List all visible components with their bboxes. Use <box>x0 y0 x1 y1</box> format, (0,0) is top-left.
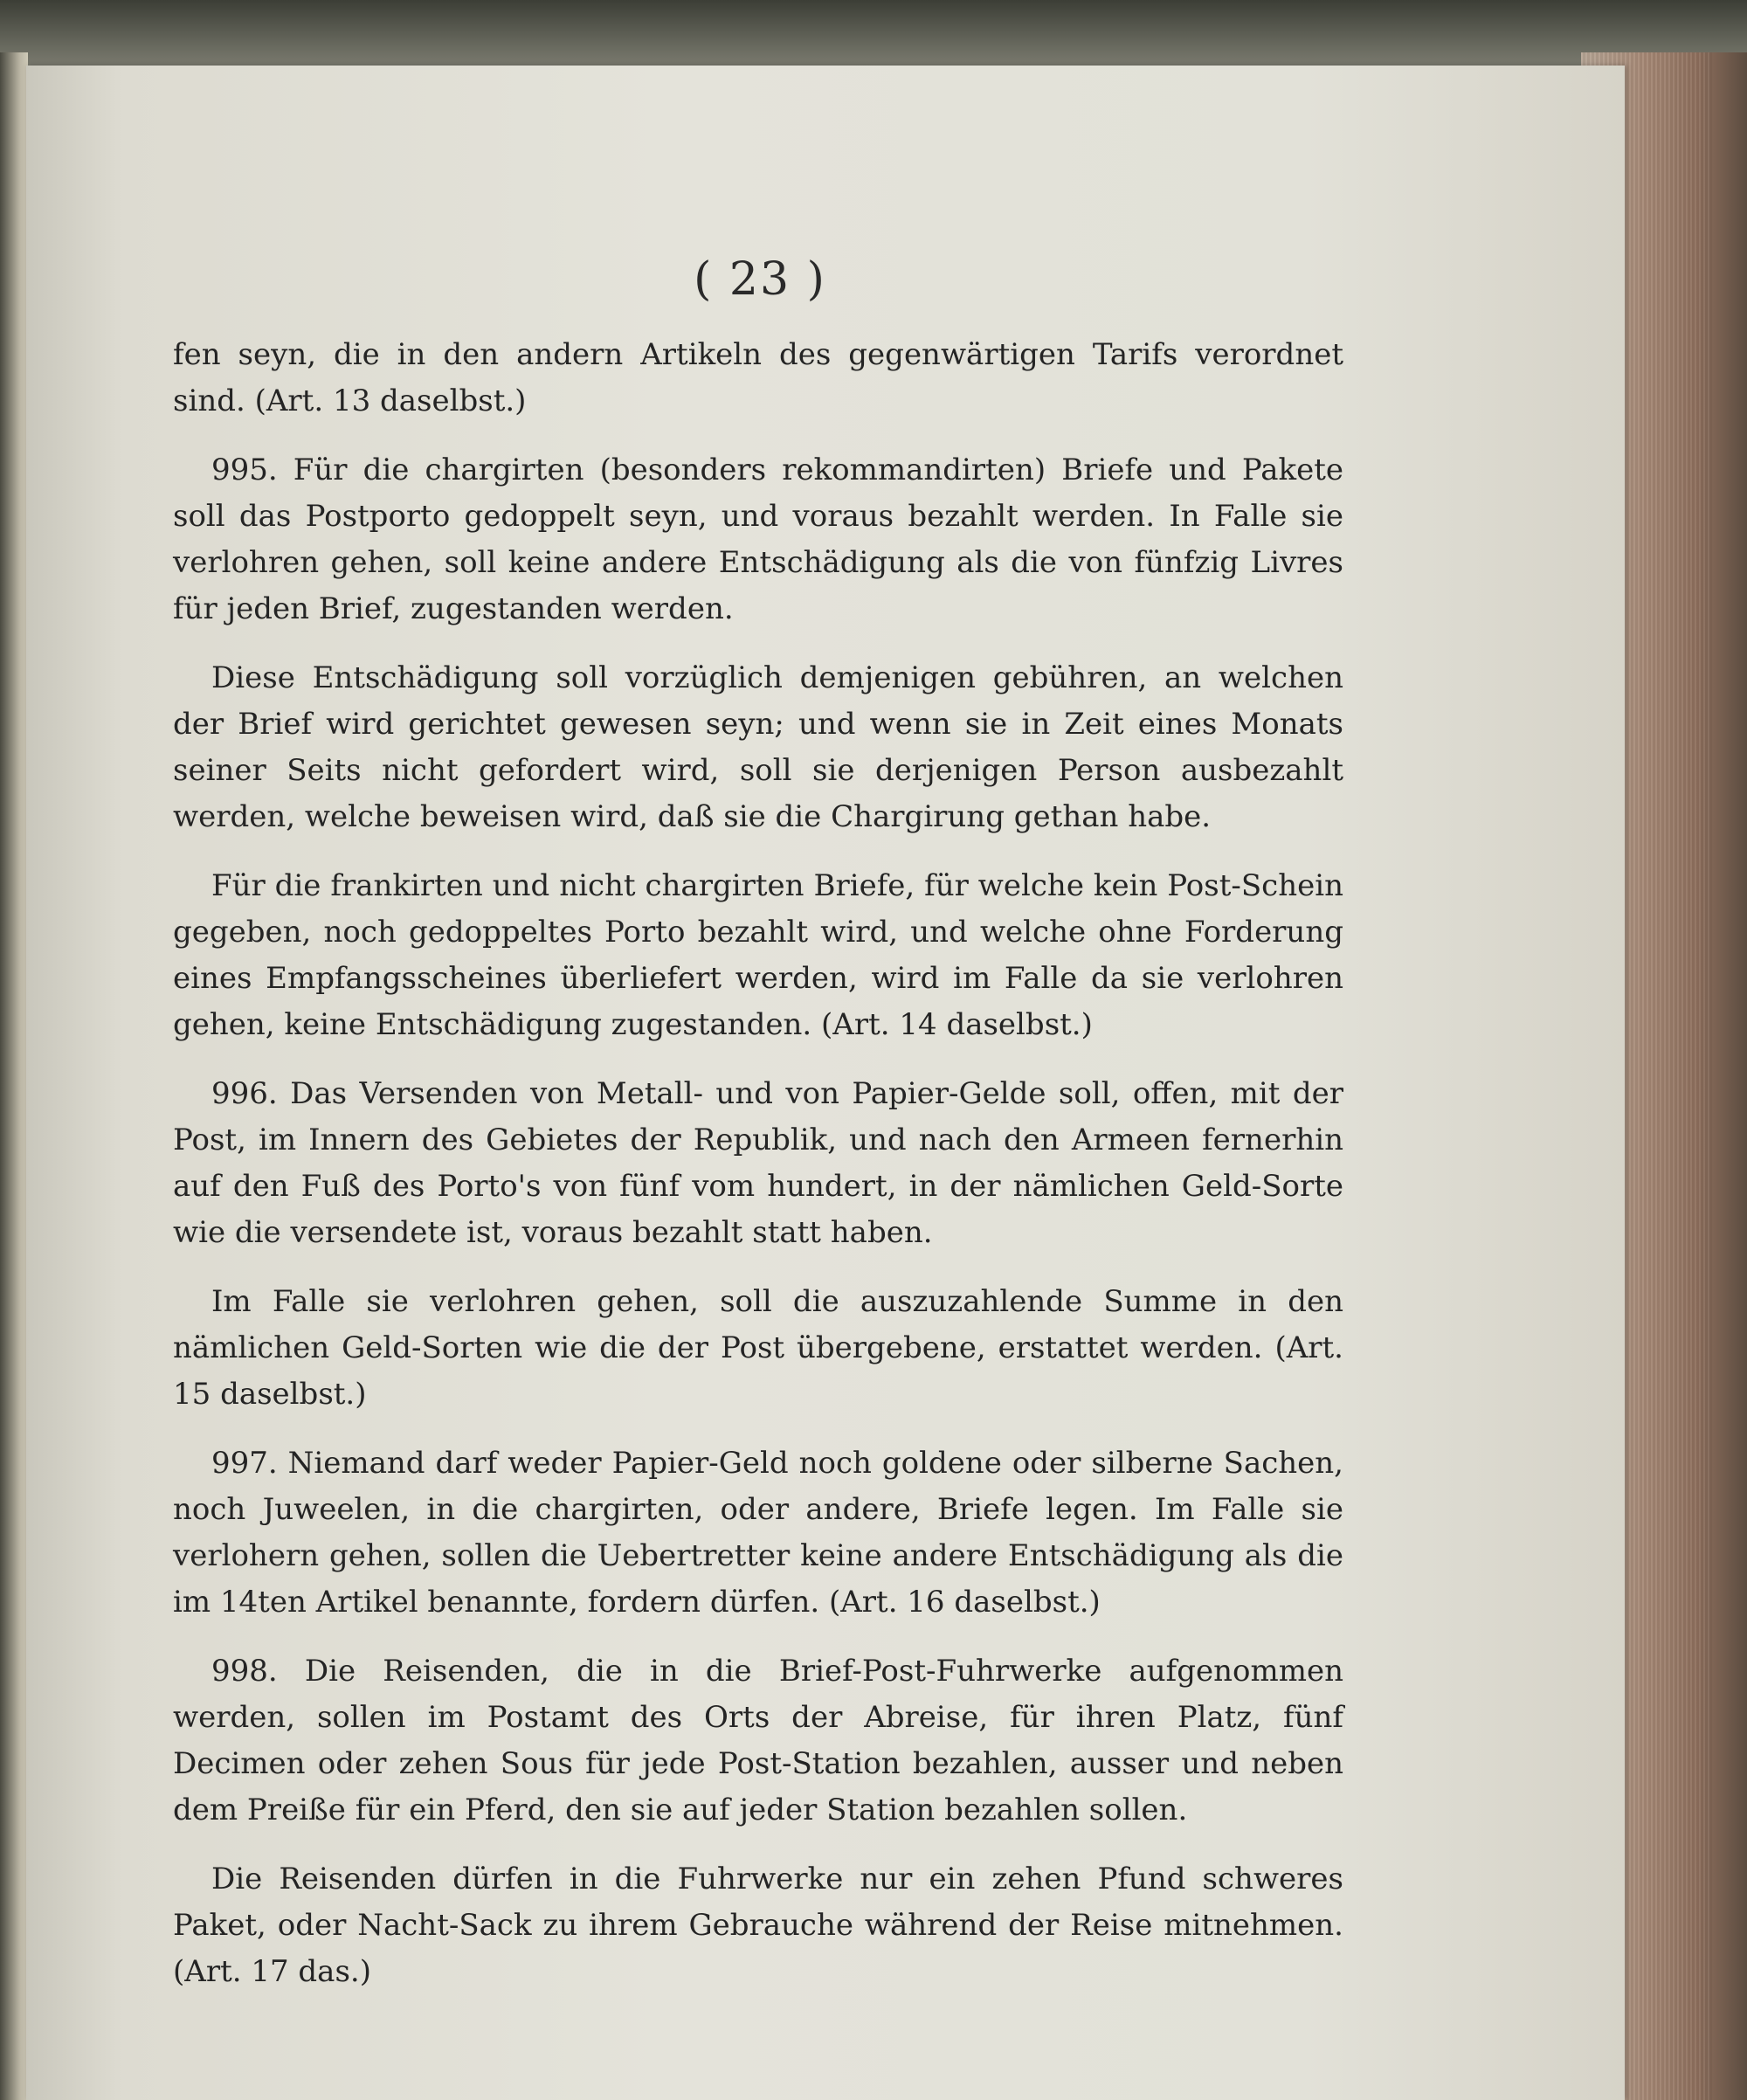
facing-page-edge <box>0 52 28 2100</box>
page-body <box>173 332 1343 1995</box>
paragraph-995-indemnity: Diese Entschädigung soll vorzüglich demjenigen gebühren, an welchen der Brief wird gerichtet gewesen seyn; und wenn sie in Zeit eines Monats seiner Seits nicht gefordert wird, soll sie derjenigen Person ausbezahlt werden, welche beweisen wird, daß sie die Chargirung gethan habe. <box>173 660 1343 834</box>
paragraph-996: 996. Das Versenden von Metall- und von Papier-Gelde soll, offen, mit der Post, im Innern des Gebietes der Republik, und nach den Armeen fernerhin auf den Fuß des Porto's von fünf vom hundert, in der nämlichen Geld-Sorte wie die versendete ist, voraus bezahlt statt haben. <box>173 1076 1343 1250</box>
paragraph-continuation: fen seyn, die in den andern Artikeln des gegenwärtigen Tarifs verordnet sind. (Art. 13 daselbst.) <box>173 337 1343 418</box>
paragraph-998: 998. Die Reisenden, die in die Brief-Post-Fuhrwerke aufgenommen werden, sollen im Postamt des Orts der Abreise, für ihren Platz, fünf Decimen oder zehen Sous für jede Post-Station bezahlen, ausser und neben dem Preiße für ein Pferd, den sie auf jeder Station bezahlen sollen. <box>173 1654 1343 1827</box>
paragraph-995: 995. Für die chargirten (besonders rekommandirten) Briefe und Pakete soll das Postporto gedoppelt seyn, und voraus bezahlt werden. In Falle sie verlohren gehen, soll keine andere Entschädigung als die von fünfzig Livres für jeden Brief, zugestanden werden. <box>173 452 1343 626</box>
page-number: ( 23 ) <box>694 253 826 306</box>
paragraph-996-loss: Im Falle sie verlohren gehen, soll die auszuzahlende Summe in den nämlichen Geld-Sorten wie die der Post übergebene, erstattet werden. (Art. 15 daselbst.) <box>173 1284 1343 1412</box>
paragraph-995-franked: Für die frankirten und nicht chargirten Briefe, für welche kein Post-Schein gegeben, noch gedoppeltes Porto bezahlt wird, und welche ohne Forderung eines Empfangsscheines überliefert werden, wird im Falle da sie verlohren gehen, keine Entschädigung zugestanden. (Art. 14 daselbst.) <box>173 868 1343 1042</box>
paragraph-997: 997. Niemand darf weder Papier-Geld noch goldene oder silberne Sachen, noch Juweelen, in die chargirten, oder andere, Briefe legen. Im Falle sie verlohern gehen, sollen die Uebertretter keine andere Entschädigung als die im 14ten Artikel benannte, fordern dürfen. (Art. 16 daselbst.) <box>173 1446 1343 1620</box>
paragraph-998-luggage: Die Reisenden dürfen in die Fuhrwerke nur ein zehen Pfund schweres Paket, oder Nacht-Sack zu ihrem Gebrauche während der Reise mitnehmen. (Art. 17 das.) <box>173 1862 1343 1989</box>
